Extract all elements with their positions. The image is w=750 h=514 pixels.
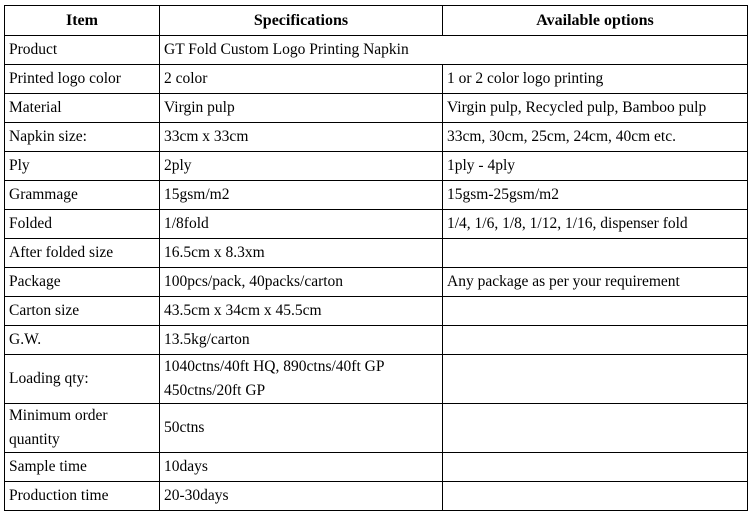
row-options: 1 or 2 color logo printing	[443, 65, 748, 94]
row-spec: 16.5cm x 8.3xm	[160, 239, 443, 268]
row-options: 33cm, 30cm, 25cm, 24cm, 40cm etc.	[443, 123, 748, 152]
row-options: 1/4, 1/6, 1/8, 1/12, 1/16, dispenser fold	[443, 210, 748, 239]
row-options: Any package as per your requirement	[443, 268, 748, 297]
row-options	[443, 404, 748, 453]
row-item: After folded size	[5, 239, 160, 268]
row-options	[443, 355, 748, 404]
loading-line-1: 1040ctns/40ft HQ, 890ctns/40ft GP	[164, 358, 385, 375]
row-options	[443, 453, 748, 482]
header-row	[5, 6, 748, 36]
header-specifications: Specifications	[160, 6, 443, 36]
table-row	[5, 482, 748, 511]
row-item: Carton size	[5, 297, 160, 326]
table-row	[5, 181, 748, 210]
row-item: Production time	[5, 482, 160, 511]
table-row	[5, 152, 748, 181]
table-row	[5, 297, 748, 326]
row-spec: 50ctns	[160, 404, 443, 453]
row-spec: 43.5cm x 34cm x 45.5cm	[160, 297, 443, 326]
header-item: Item	[5, 6, 160, 36]
row-item: Grammage	[5, 181, 160, 210]
row-spec: 2ply	[160, 152, 443, 181]
row-options: Virgin pulp, Recycled pulp, Bamboo pulp	[443, 94, 748, 123]
row-spec: Virgin pulp	[160, 94, 443, 123]
row-spec: GT Fold Custom Logo Printing Napkin	[160, 36, 748, 65]
row-spec	[160, 355, 443, 404]
header-available-options: Available options	[443, 6, 748, 36]
row-item: Product	[5, 36, 160, 65]
row-item: Printed logo color	[5, 65, 160, 94]
row-options: 1ply - 4ply	[443, 152, 748, 181]
row-item: Sample time	[5, 453, 160, 482]
row-spec: 100pcs/pack, 40packs/carton	[160, 268, 443, 297]
moq-line-2: quantity	[9, 431, 60, 448]
row-item: Ply	[5, 152, 160, 181]
table-row	[5, 36, 748, 65]
row-options	[443, 482, 748, 511]
table-row	[5, 453, 748, 482]
row-spec: 1/8fold	[160, 210, 443, 239]
row-spec: 10days	[160, 453, 443, 482]
row-spec: 2 color	[160, 65, 443, 94]
row-spec: 15gsm/m2	[160, 181, 443, 210]
table-row	[5, 65, 748, 94]
table-row	[5, 239, 748, 268]
moq-line-1: Minimum order	[9, 407, 108, 424]
loading-line-2: 450ctns/20ft GP	[164, 382, 266, 399]
table-row-loading	[5, 355, 748, 404]
row-options	[443, 326, 748, 355]
row-item: Napkin size:	[5, 123, 160, 152]
table-row	[5, 210, 748, 239]
table-row-moq	[5, 404, 748, 453]
row-item	[5, 404, 160, 453]
table-row	[5, 326, 748, 355]
row-spec: 13.5kg/carton	[160, 326, 443, 355]
table-row	[5, 123, 748, 152]
table-row	[5, 268, 748, 297]
row-item: Loading qty:	[5, 355, 160, 404]
row-options	[443, 239, 748, 268]
row-item: G.W.	[5, 326, 160, 355]
row-options	[443, 297, 748, 326]
row-options: 15gsm-25gsm/m2	[443, 181, 748, 210]
table-row	[5, 94, 748, 123]
row-item: Package	[5, 268, 160, 297]
row-spec: 33cm x 33cm	[160, 123, 443, 152]
row-item: Material	[5, 94, 160, 123]
row-item: Folded	[5, 210, 160, 239]
row-spec: 20-30days	[160, 482, 443, 511]
spec-table	[4, 5, 748, 511]
